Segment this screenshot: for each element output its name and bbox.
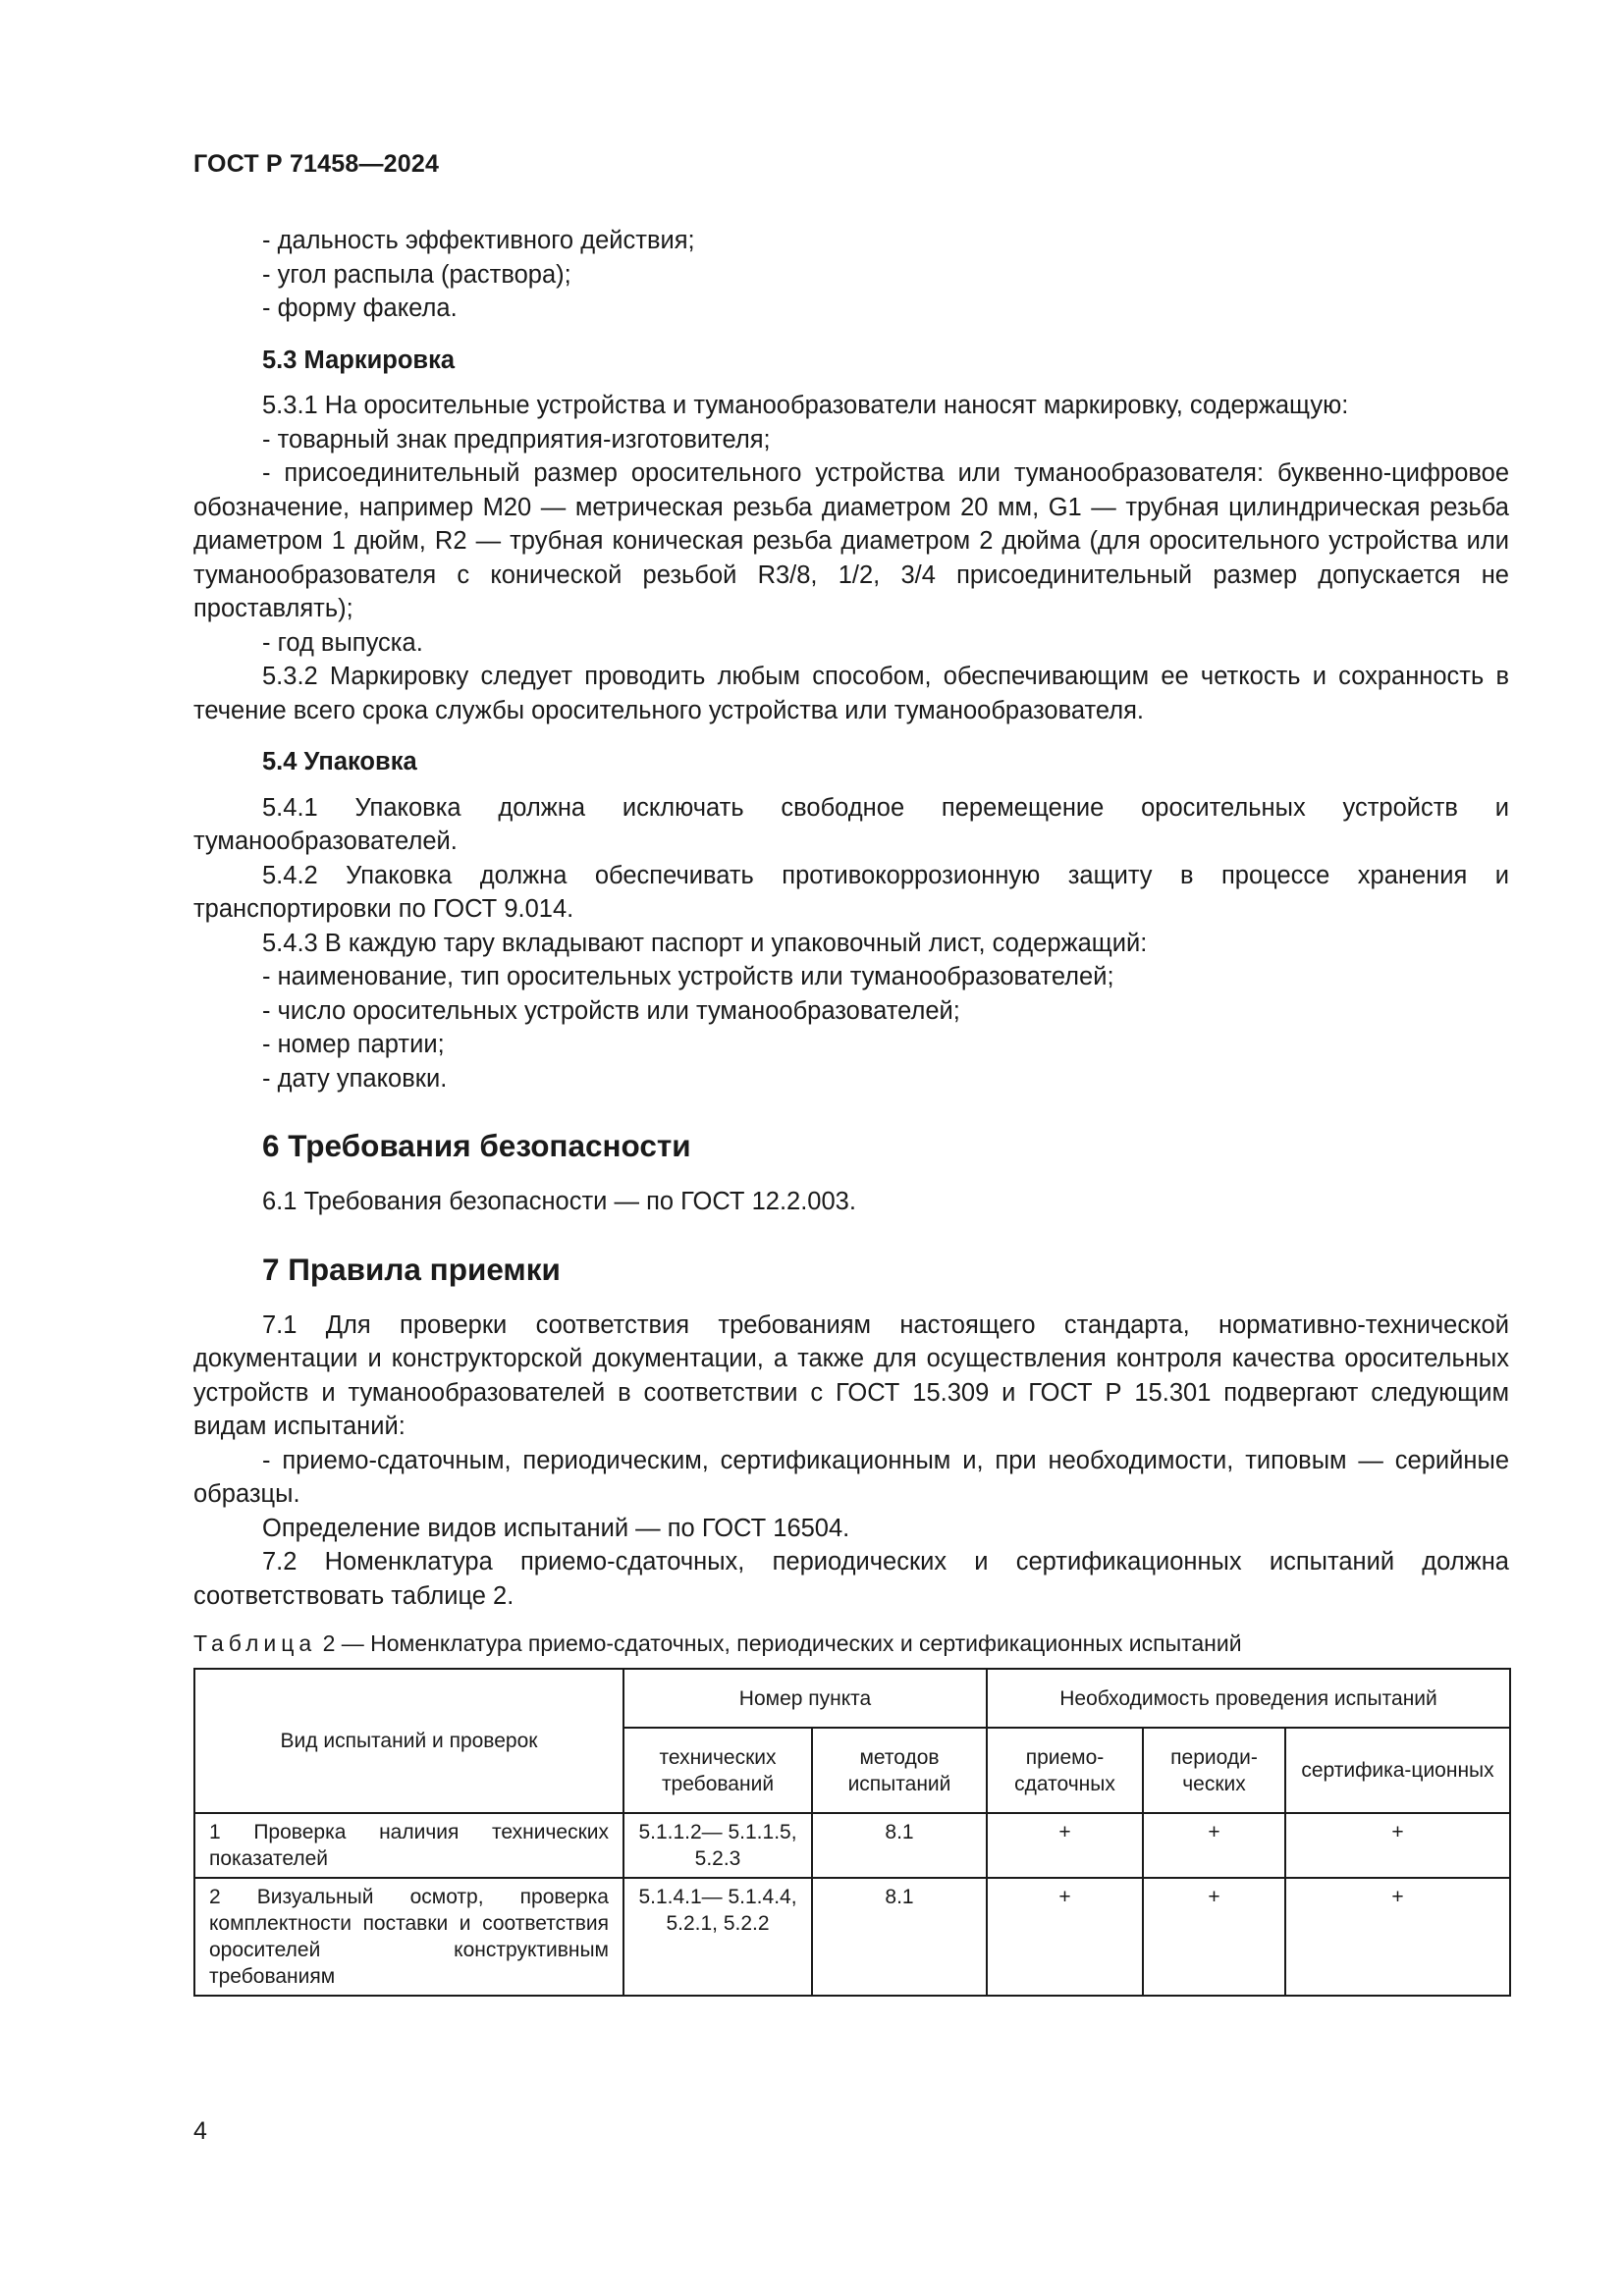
header-cell-tech-requirements: технических требований (623, 1728, 812, 1813)
section-title-7: 7 Правила приемки (262, 1251, 561, 1287)
dash-item: - наименование, тип оросительных устройств или туманообразователей; (262, 963, 1114, 990)
table-row (194, 1878, 1510, 1996)
dash-item: - число оросительных устройств или туманообразователей; (262, 996, 960, 1025)
table-caption-label: Таблица (193, 1630, 317, 1656)
paragraph-5-4-3: 5.4.3 В каждую тару вкладывают паспорт и упаковочный лист, содержащий: (262, 929, 1148, 957)
header-cell-acceptance: приемо-сдаточных (987, 1728, 1143, 1813)
header-cell-test-methods: методов испытаний (812, 1728, 987, 1813)
paragraph-5-4-2: 5.4.2 Упаковка должна обеспечивать противокоррозионную защиту в процессе хранения и транспортировки по ГОСТ 9.014. (193, 861, 1509, 923)
paragraph-7-1: 7.1 Для проверки соответствия требованиям настоящего стандарта, нормативно-технической документации и конструкторской документации, а также для осуществления контроля качества оросительных устройств и туманообразователей в соответствии с ГОСТ 15.309 и ГОСТ Р 15.301 подвергают следующим видам испытаний: (193, 1310, 1509, 1440)
header-cell-periodic: периоди-ческих (1143, 1728, 1285, 1813)
document-code-header: ГОСТ Р 71458—2024 (193, 150, 440, 178)
dash-item-long: - присоединительный размер оросительного устройства или туманообразователя: буквенно-цифровое обозначение, например М20 — метрическая резьба диаметром 20 мм, G1 — трубная цилиндрическая резьба диаметром 1 дюйм, R2 — трубная коническая резьба диаметром 2 дюйма (для оросительного устройства или туманообразователя с конической резьбой R3/8, 1/2, 3/4 присоединительный размер допускается не проставлять); (193, 459, 1509, 622)
dash-item: - форму факела. (262, 294, 458, 322)
table-header-row (194, 1669, 1510, 1728)
header-cell-certification: сертифика-ционных (1285, 1728, 1510, 1813)
table-2 (193, 1668, 1511, 1997)
header-cell-clause-number: Номер пункта (623, 1669, 987, 1728)
header-cell-test-type: Вид испытаний и проверок (194, 1669, 623, 1813)
row-periodic-mark: + (1143, 1878, 1285, 1996)
row-acceptance-mark: + (987, 1878, 1143, 1996)
paragraph-6-1: 6.1 Требования безопасности — по ГОСТ 12.2.003. (262, 1188, 856, 1215)
page-number: 4 (193, 2117, 207, 2145)
paragraph-7-2: 7.2 Номенклатура приемо-сдаточных, периодических и сертификационных испытаний должна соответствовать таблице 2. (193, 1548, 1509, 1610)
table-caption-text: 2 — Номенклатура приемо-сдаточных, периодических и сертификационных испытаний (322, 1630, 1242, 1656)
section-title-6: 6 Требования безопасности (262, 1128, 691, 1163)
dash-item: - товарный знак предприятия-изготовителя; (262, 425, 771, 454)
subsection-title-5-4: 5.4 Упаковка (262, 748, 417, 775)
dash-item: - угол распыла (раствора); (262, 260, 571, 289)
row-tech-clause: 5.1.1.2— 5.1.1.5, 5.2.3 (623, 1813, 812, 1878)
row-tech-clause: 5.1.4.1— 5.1.4.4, 5.2.1, 5.2.2 (623, 1878, 812, 1996)
row-certification-mark: + (1285, 1813, 1510, 1878)
dash-item: - год выпуска. (262, 628, 423, 657)
paragraph-5-3-1: 5.3.1 На оросительные устройства и туманообразователи наносят маркировку, содержащую: (262, 392, 1349, 419)
dash-item-long: - приемо-сдаточным, периодическим, сертификационным и, при необходимости, типовым — серийные образцы. (193, 1446, 1509, 1508)
table-row (194, 1813, 1510, 1878)
paragraph-7-1-definition: Определение видов испытаний — по ГОСТ 16504. (262, 1514, 850, 1542)
paragraph-5-3-2: 5.3.2 Маркировку следует проводить любым способом, обеспечивающим ее четкость и сохранность в течение всего срока службы оросительного устройства или туманообразователя. (193, 663, 1509, 724)
row-certification-mark: + (1285, 1878, 1510, 1996)
row-periodic-mark: + (1143, 1813, 1285, 1878)
row-method-clause: 8.1 (812, 1878, 987, 1996)
subsection-title-5-3: 5.3 Маркировка (262, 346, 456, 374)
row-test-name: 2 Визуальный осмотр, проверка комплектности поставки и соответствия оросителей конструктивным требованиям (194, 1878, 623, 1996)
dash-item: - дату упаковки. (262, 1064, 448, 1093)
header-cell-test-necessity: Необходимость проведения испытаний (987, 1669, 1510, 1728)
paragraph-5-4-1: 5.4.1 Упаковка должна исключать свободное перемещение оросительных устройств и туманообразователей. (193, 793, 1509, 855)
row-test-name: 1 Проверка наличия технических показателей (194, 1813, 623, 1878)
dash-item: - номер партии; (262, 1031, 445, 1058)
row-method-clause: 8.1 (812, 1813, 987, 1878)
row-acceptance-mark: + (987, 1813, 1143, 1878)
page-content (193, 224, 1509, 1997)
table-caption (193, 1629, 1509, 1658)
dash-item: - дальность эффективного действия; (262, 227, 695, 254)
